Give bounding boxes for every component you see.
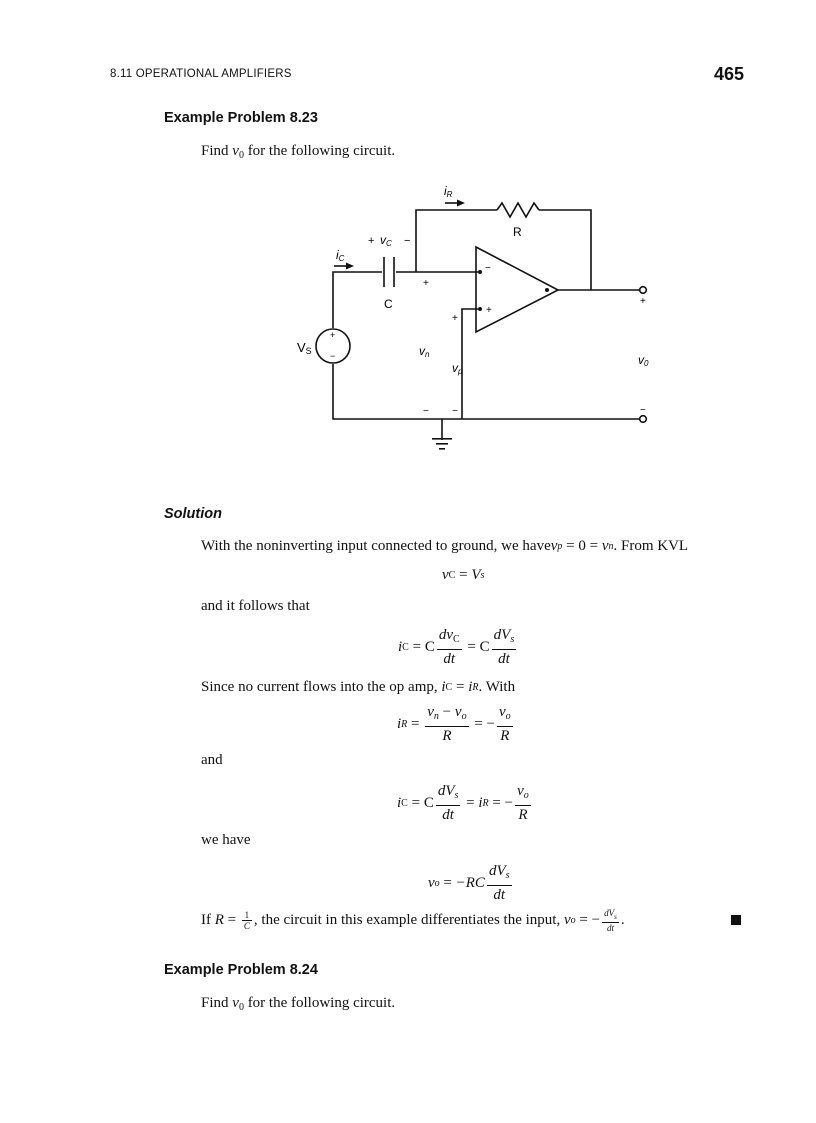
math-var: v	[550, 538, 558, 554]
math-var: d	[437, 783, 446, 799]
math-den: R	[500, 728, 510, 744]
label-vC-plus: +	[368, 235, 375, 247]
math-den: dt	[498, 651, 510, 667]
label-vo: v0	[638, 353, 649, 368]
math-var: d	[488, 863, 497, 879]
solution-paragraph	[201, 908, 625, 933]
equation-ir	[397, 703, 515, 745]
fraction	[515, 782, 531, 824]
math-sub: C	[402, 641, 409, 653]
math-op: =	[407, 715, 424, 732]
ground-line	[439, 448, 445, 450]
arrowhead	[346, 263, 354, 270]
math-var: v	[427, 704, 434, 720]
text: .	[620, 912, 625, 928]
prompt-var: v	[232, 995, 239, 1011]
label-R: R	[513, 225, 522, 239]
text: . With	[478, 679, 516, 695]
prompt-text: Find	[201, 143, 233, 159]
text: If	[201, 912, 215, 928]
math-op: −	[438, 704, 455, 720]
math-op: =	[452, 679, 469, 695]
fraction	[497, 703, 513, 745]
math-var: v	[601, 538, 609, 554]
math-den: R	[442, 728, 452, 744]
label-C: C	[384, 297, 393, 311]
math-var: C	[424, 638, 435, 655]
math-sub: R	[472, 682, 479, 693]
math-var: v	[499, 704, 506, 720]
math-var: i	[397, 794, 402, 811]
example-prompt	[201, 995, 395, 1013]
text: With the noninverting input connected to ground, we have	[201, 538, 551, 554]
opamp-minus: −	[485, 263, 491, 274]
fraction	[242, 910, 252, 931]
math-den: C	[243, 921, 250, 931]
math-den: dt	[442, 807, 454, 823]
output-terminal	[640, 416, 647, 423]
resistor	[497, 203, 539, 217]
wire	[333, 272, 382, 328]
math-var: i	[478, 794, 483, 811]
math-op: =	[408, 638, 425, 655]
label-iC: iC	[336, 248, 345, 263]
math-sub: s	[480, 570, 485, 581]
math-var: V	[496, 863, 506, 879]
fraction	[437, 626, 462, 668]
math-var: i	[468, 679, 473, 695]
arrowhead	[457, 200, 465, 207]
math-sub: p	[557, 541, 563, 552]
math-den: dt	[443, 651, 456, 667]
opamp-plus: +	[486, 305, 492, 316]
prompt-var: v	[232, 143, 239, 159]
math-op: =	[585, 538, 602, 554]
math-var: d	[604, 908, 609, 918]
output-terminal	[640, 287, 647, 294]
math-var: R	[214, 912, 224, 928]
math-op: −	[486, 715, 495, 732]
label-vC: vC	[380, 233, 392, 248]
solution-paragraph	[201, 679, 515, 696]
math-sub: R	[482, 797, 489, 809]
prompt-sub: 0	[238, 1002, 244, 1013]
math-var: V	[608, 908, 615, 918]
math-var: v	[442, 567, 449, 583]
math-num: 1	[242, 910, 252, 921]
math-sub: C	[448, 570, 456, 581]
equation-kvl	[442, 567, 484, 584]
math-var: C	[479, 638, 490, 655]
text: . From KVL	[613, 538, 689, 554]
source-plus: +	[330, 330, 336, 340]
example-title: Example Problem 8.23	[164, 110, 318, 126]
math-sub: C	[453, 634, 460, 645]
wire	[333, 364, 640, 419]
vp-minus: −	[452, 406, 458, 417]
equation-vo	[428, 862, 514, 904]
text: Since no current flows into the op amp,	[201, 679, 442, 695]
math-op: =	[488, 794, 505, 811]
wire	[539, 210, 591, 290]
math-sub: s	[510, 634, 515, 645]
math-den: dt	[493, 887, 506, 903]
math-var: d	[438, 627, 447, 643]
text: , the circuit in this example differentiates the input,	[253, 912, 564, 928]
output-plus: +	[640, 296, 646, 307]
math-var: C	[423, 794, 434, 811]
math-sub: o	[505, 711, 511, 722]
solution-title: Solution	[164, 506, 222, 522]
math-op: =	[223, 912, 240, 928]
math-sub: s	[614, 913, 617, 921]
math-var: v	[454, 704, 462, 720]
label-Vs: VS	[297, 340, 312, 356]
label-iR: iR	[444, 184, 453, 199]
math-var: v	[428, 874, 435, 891]
math-sub: o	[570, 915, 576, 926]
solution-paragraph: we have	[201, 832, 251, 848]
math-den: dt	[606, 923, 614, 933]
solution-paragraph	[201, 538, 688, 555]
math-var: i	[397, 715, 402, 732]
fraction	[602, 908, 619, 933]
math-sub: o	[523, 790, 529, 801]
math-op: =	[439, 874, 456, 891]
math-sub: R	[401, 718, 408, 730]
output-minus: −	[640, 405, 646, 416]
math-op: =	[463, 638, 480, 655]
label-vp-plus: +	[452, 313, 458, 324]
label-node-plus: +	[423, 278, 429, 289]
junction-dot	[478, 307, 482, 311]
prompt-sub: 0	[238, 150, 244, 161]
math-var: v	[446, 627, 453, 643]
solution-paragraph: and it follows that	[201, 598, 310, 614]
math-var: i	[441, 679, 446, 695]
math-var: d	[493, 627, 502, 643]
equation-ic-ir	[397, 782, 533, 824]
fraction	[425, 703, 468, 745]
math-op: =	[575, 912, 592, 928]
ground-line	[436, 443, 448, 445]
page-number: 465	[713, 64, 744, 84]
label-vp: vp	[452, 361, 463, 376]
source-minus: −	[330, 351, 336, 361]
equation-ic	[398, 626, 518, 668]
junction-dot	[545, 288, 549, 292]
solution-paragraph: and	[201, 752, 223, 768]
math-sub: o	[434, 877, 440, 889]
prompt-text: Find	[201, 995, 233, 1011]
prompt-text: for the following circuit.	[243, 143, 396, 159]
math-sub: o	[461, 711, 467, 722]
math-op: =	[562, 538, 579, 554]
math-var: v	[563, 912, 571, 928]
math-var: V	[471, 567, 481, 583]
fraction	[436, 782, 461, 824]
math-var: V	[445, 783, 455, 799]
math-op: −	[504, 794, 514, 811]
math-sub: n	[608, 541, 614, 552]
math-sub: C	[401, 797, 408, 809]
end-of-example-mark	[731, 915, 741, 925]
label-vC-minus: −	[404, 235, 411, 247]
math-var: V	[501, 627, 511, 643]
math-sub: s	[505, 870, 510, 881]
ground-line	[432, 438, 452, 440]
math-op: =	[462, 794, 479, 811]
circuit-diagram	[0, 0, 816, 470]
math-sub: C	[445, 682, 453, 693]
math-var: v	[517, 783, 524, 799]
math-sub: s	[454, 790, 459, 801]
example-title: Example Problem 8.24	[164, 962, 318, 978]
math-op: =	[455, 567, 472, 583]
math-var: i	[398, 638, 403, 655]
math-den: R	[518, 807, 528, 823]
math-op: =	[407, 794, 424, 811]
prompt-text: for the following circuit.	[243, 995, 396, 1011]
math-sub: n	[433, 711, 439, 722]
vn-minus: −	[423, 406, 429, 417]
math-op: =	[470, 715, 487, 732]
fraction	[492, 626, 517, 668]
label-vn: vn	[419, 344, 430, 359]
junction-dot	[478, 270, 482, 274]
fraction	[487, 862, 512, 904]
math-num: 0	[578, 538, 586, 554]
running-header-section: 8.11 OPERATIONAL AMPLIFIERS	[110, 68, 292, 80]
math-op: −	[591, 912, 601, 928]
math-var: −RC	[455, 874, 485, 891]
